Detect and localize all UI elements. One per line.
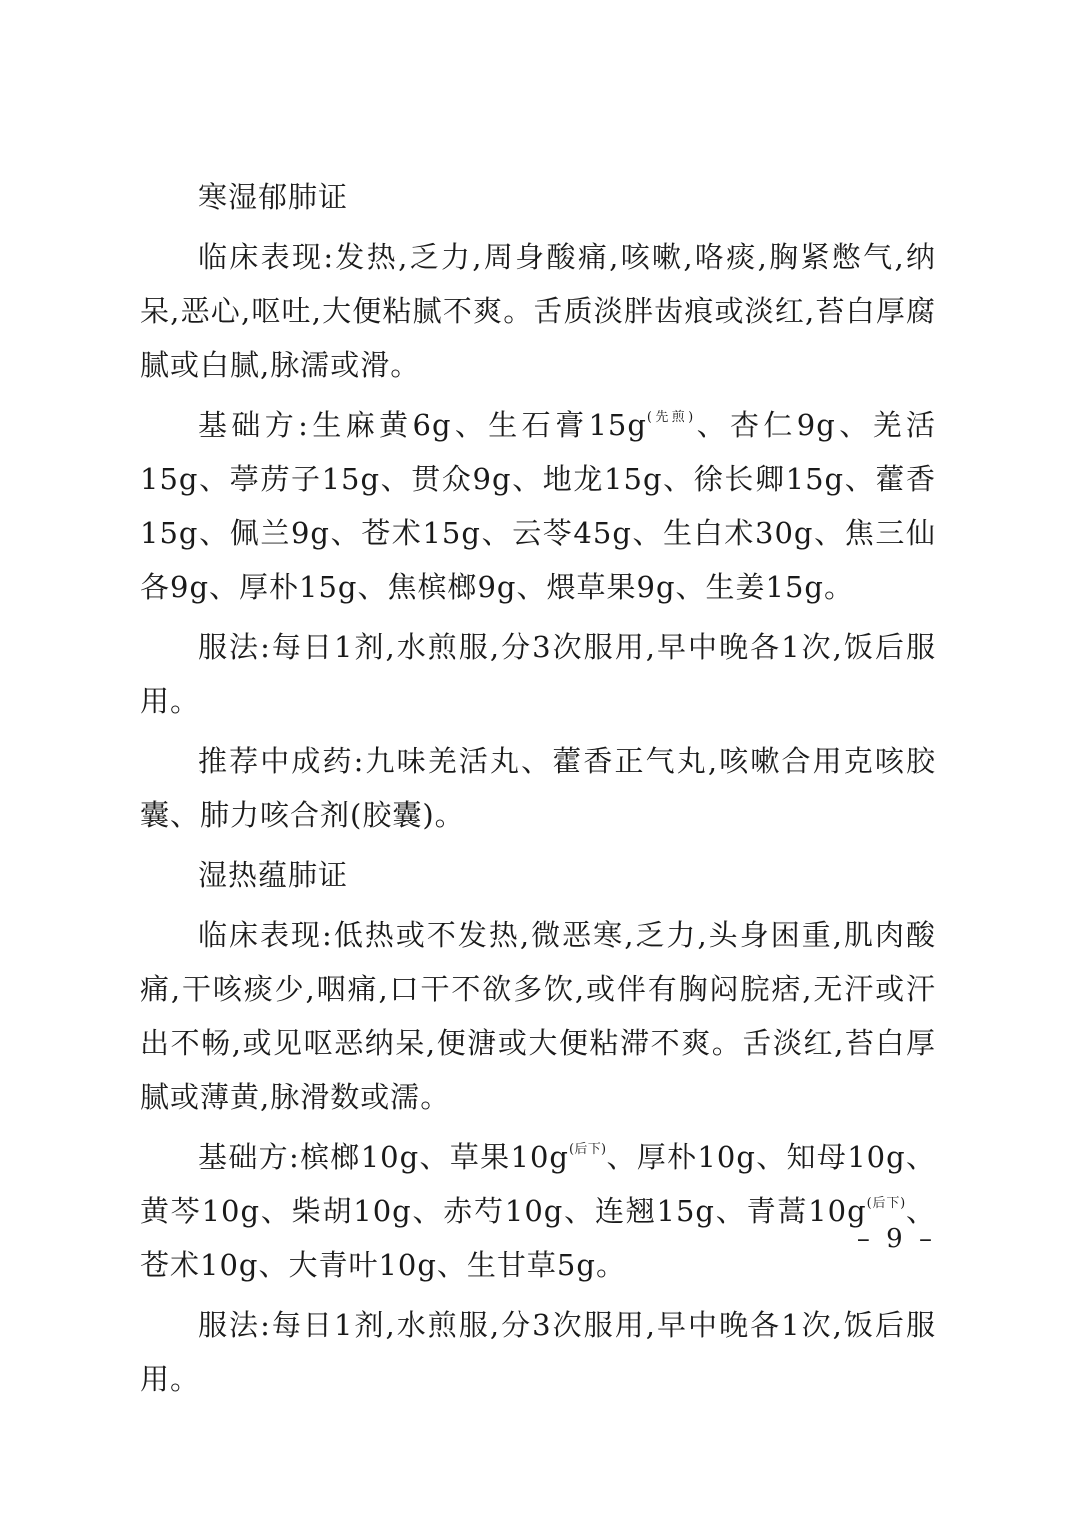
formula-paragraph-damp-heat [140, 1130, 936, 1292]
page-number: – 9 – [856, 1224, 936, 1254]
document-body [140, 170, 936, 1406]
formula-text-part1: 基础方:生麻黄6g、生石膏15g [198, 408, 647, 442]
section-heading-damp-heat: 湿热蕴肺证 [198, 858, 349, 892]
formula-note-add-later: (后下) [568, 1142, 607, 1157]
medicine-paragraph-cold-damp: 推荐中成药:九味羌活丸、藿香正气丸,咳嗽合用克咳胶囊、肺力咳合剂(胶囊)。 [140, 744, 936, 832]
formula-text-part1: 基础方:槟榔10g、草果10g [198, 1140, 569, 1174]
section-heading-cold-damp: 寒湿郁肺证 [198, 180, 349, 214]
formula-note-add-later: (后下) [866, 1196, 906, 1211]
formula-text-part2: 、杏仁9g、羌活15g、葶苈子15g、贯众9g、地龙15g、徐长卿15g、藿香15g、佩兰9g、苍术15g、云苓45g、生白术30g、焦三仙各9g、厚朴15g、焦槟榔9g、煨草果9g、生姜15g。 [140, 408, 936, 604]
formula-text-part2: 、厚朴10g、知母10g、黄芩10g、柴胡10g、赤芍10g、连翘15g、青蒿10g [140, 1140, 937, 1228]
formula-text-part3: 、苍术10g、大青叶10g、生甘草5g。 [140, 1194, 936, 1282]
usage-paragraph-cold-damp: 服法:每日1剂,水煎服,分3次服用,早中晚各1次,饭后服用。 [140, 630, 936, 718]
usage-paragraph-damp-heat: 服法:每日1剂,水煎服,分3次服用,早中晚各1次,饭后服用。 [140, 1308, 936, 1396]
formula-paragraph-cold-damp [140, 398, 936, 614]
symptoms-paragraph-cold-damp: 临床表现:发热,乏力,周身酸痛,咳嗽,咯痰,胸紧憋气,纳呆,恶心,呕吐,大便粘腻不爽。舌质淡胖齿痕或淡红,苔白厚腐腻或白腻,脉濡或滑。 [140, 240, 936, 382]
symptoms-paragraph-damp-heat: 临床表现:低热或不发热,微恶寒,乏力,头身困重,肌肉酸痛,干咳痰少,咽痛,口干不欲多饮,或伴有胸闷脘痞,无汗或汗出不畅,或见呕恶纳呆,便溏或大便粘滞不爽。舌淡红,苔白厚腻或薄黄,脉滑数或濡。 [140, 918, 936, 1114]
formula-note-decoct-first: (先煎) [646, 410, 694, 425]
